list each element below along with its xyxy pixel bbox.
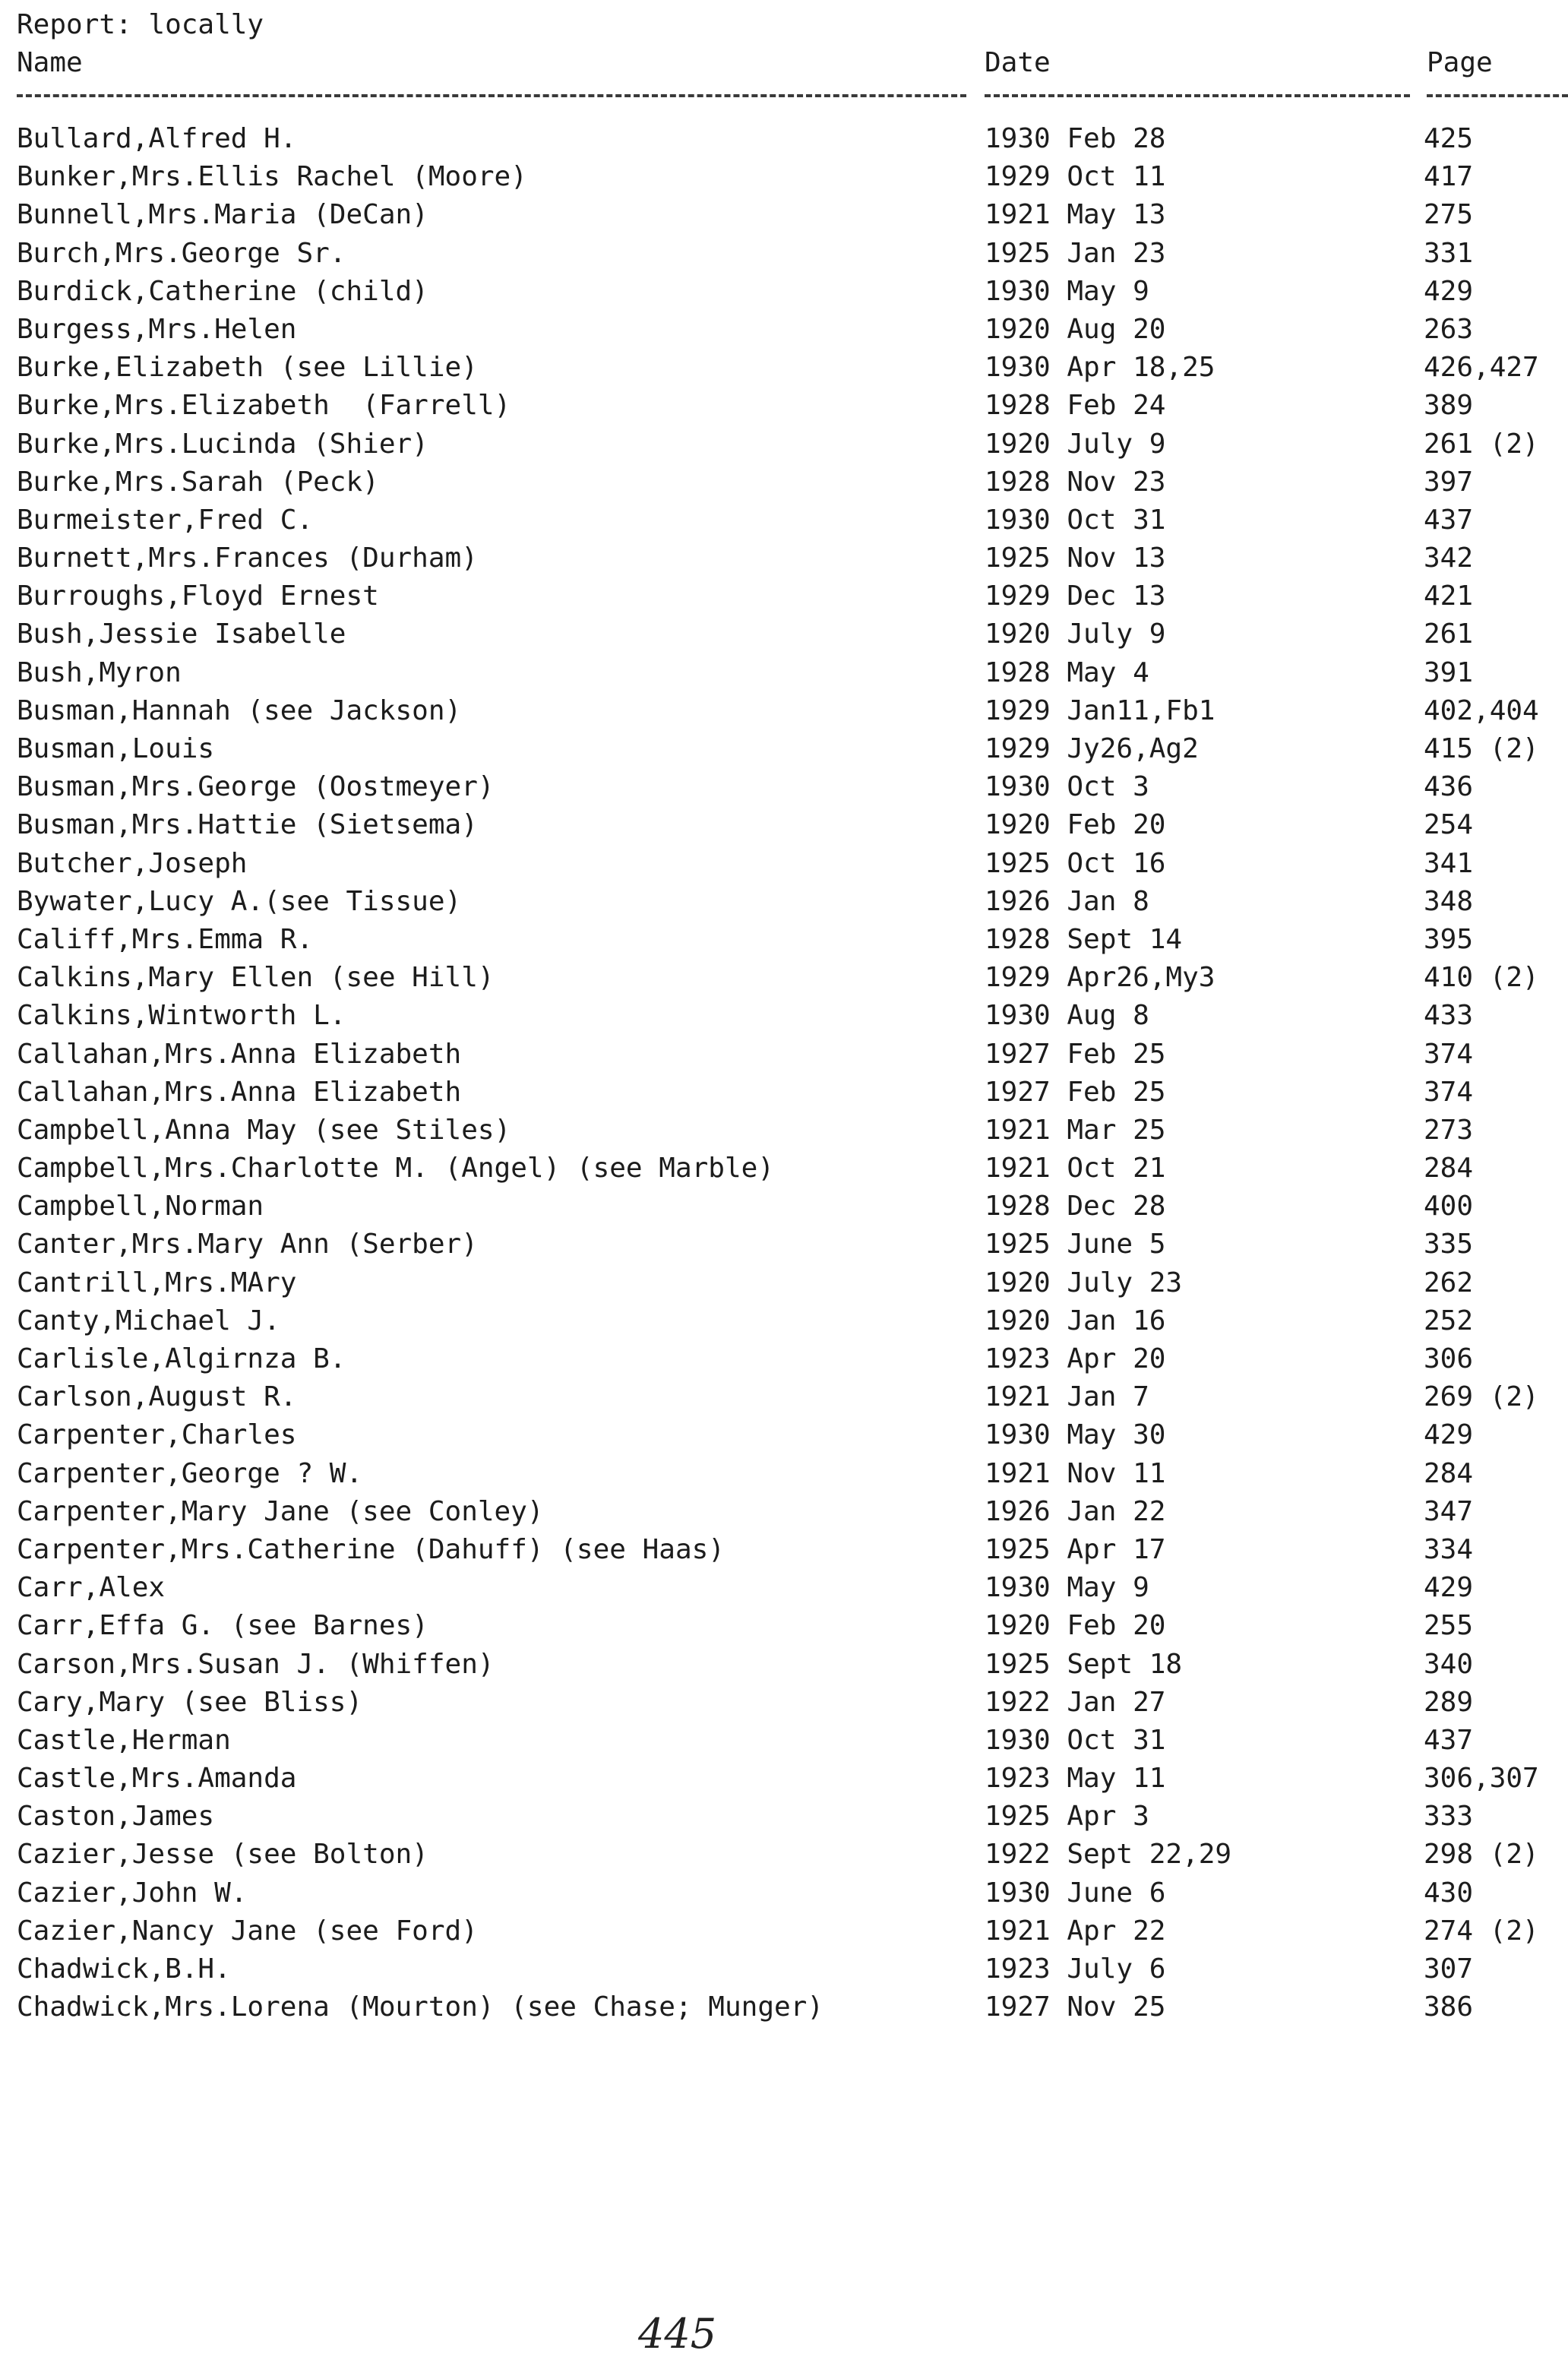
list-item	[0, 997, 1568, 1035]
column-header-page: Page	[1427, 47, 1493, 78]
entry-name: Campbell,Norman	[17, 1191, 264, 1223]
list-item	[0, 1378, 1568, 1416]
entry-date: 1920 Jan 16	[985, 1305, 1166, 1336]
entry-page: 341	[1424, 847, 1474, 879]
list-item	[0, 1912, 1568, 1950]
entry-date: 1923 May 11	[985, 1763, 1166, 1795]
list-item	[0, 883, 1568, 921]
list-item	[0, 539, 1568, 577]
list-item	[0, 196, 1568, 234]
entry-date: 1930 Apr 18,25	[985, 352, 1216, 384]
entry-name: Carr,Alex	[17, 1572, 166, 1604]
entry-name: Carlson,August R.	[17, 1381, 297, 1413]
list-item	[0, 1264, 1568, 1302]
entry-name: Butcher,Joseph	[17, 847, 248, 879]
list-item	[0, 1416, 1568, 1454]
entry-name: Busman,Mrs.George (Oostmeyer)	[17, 771, 495, 803]
entry-date: 1927 Nov 25	[985, 1991, 1166, 2023]
entry-name: Bush,Jessie Isabelle	[17, 618, 346, 650]
entry-date: 1923 Apr 20	[985, 1343, 1166, 1374]
entry-name: Canter,Mrs.Mary Ann (Serber)	[17, 1229, 478, 1260]
entry-page: 415 (2)	[1424, 733, 1539, 764]
entry-page: 340	[1424, 1648, 1474, 1680]
entry-date: 1922 Jan 27	[985, 1686, 1166, 1718]
entry-page: 426,427	[1424, 352, 1539, 384]
entry-date: 1920 July 23	[985, 1267, 1183, 1298]
entry-page: 331	[1424, 237, 1474, 269]
entry-date: 1930 Oct 31	[985, 504, 1166, 536]
entry-date: 1921 Nov 11	[985, 1457, 1166, 1489]
entry-page: 306	[1424, 1343, 1474, 1374]
report-title: Report: locally	[17, 9, 264, 40]
entry-page: 436	[1424, 771, 1474, 803]
entry-date: 1921 Mar 25	[985, 1114, 1166, 1146]
entry-date: 1930 May 30	[985, 1419, 1166, 1451]
entry-name: Calkins,Wintworth L.	[17, 1000, 346, 1032]
entry-name: Califf,Mrs.Emma R.	[17, 923, 314, 955]
entry-name: Carpenter,Mary Jane (see Conley)	[17, 1495, 544, 1527]
list-item	[0, 654, 1568, 692]
entry-page: 429	[1424, 1419, 1474, 1451]
entry-date: 1930 May 9	[985, 275, 1149, 307]
entry-name: Busman,Louis	[17, 733, 215, 764]
list-item	[0, 1302, 1568, 1340]
list-item	[0, 1340, 1568, 1378]
entry-name: Burke,Elizabeth (see Lillie)	[17, 352, 478, 384]
entry-date: 1920 Feb 20	[985, 1610, 1166, 1642]
entry-page: 284	[1424, 1457, 1474, 1489]
entry-name: Carr,Effa G. (see Barnes)	[17, 1610, 428, 1642]
list-item	[0, 501, 1568, 539]
entry-date: 1927 Feb 25	[985, 1038, 1166, 1070]
entry-name: Burroughs,Floyd Ernest	[17, 580, 379, 612]
entry-page: 348	[1424, 885, 1474, 917]
entry-date: 1925 Apr 17	[985, 1533, 1166, 1565]
column-header-name: Name	[17, 47, 83, 78]
entry-name: Calkins,Mary Ellen (see Hill)	[17, 962, 495, 994]
list-item	[0, 120, 1568, 158]
entry-date: 1930 Oct 3	[985, 771, 1149, 803]
entry-name: Castle,Herman	[17, 1724, 231, 1756]
entry-date: 1923 July 6	[985, 1953, 1166, 1985]
entry-page: 261	[1424, 618, 1474, 650]
entry-date: 1921 Jan 7	[985, 1381, 1149, 1413]
list-item	[0, 1950, 1568, 1988]
list-item	[0, 387, 1568, 425]
list-item	[0, 1569, 1568, 1607]
entry-date: 1925 Sept 18	[985, 1648, 1183, 1680]
entry-date: 1930 June 6	[985, 1877, 1166, 1909]
entry-name: Carlisle,Algirnza B.	[17, 1343, 346, 1374]
entry-page: 402,404	[1424, 694, 1539, 726]
entry-name: Cazier,Nancy Jane (see Ford)	[17, 1915, 478, 1947]
entry-page: 421	[1424, 580, 1474, 612]
entry-name: Busman,Mrs.Hattie (Sietsema)	[17, 809, 478, 841]
entry-page: 433	[1424, 1000, 1474, 1032]
entry-name: Chadwick,Mrs.Lorena (Mourton) (see Chase; Munger)	[17, 1991, 824, 2023]
entry-name: Canty,Michael J.	[17, 1305, 280, 1336]
entry-name: Carpenter,George ? W.	[17, 1457, 363, 1489]
entry-page: 269 (2)	[1424, 1381, 1539, 1413]
entry-name: Cazier,Jesse (see Bolton)	[17, 1839, 428, 1871]
entry-date: 1925 Nov 13	[985, 542, 1166, 574]
entry-name: Cantrill,Mrs.MAry	[17, 1267, 297, 1298]
entry-list	[0, 120, 1568, 2026]
entry-date: 1929 Jy26,Ag2	[985, 733, 1199, 764]
list-item	[0, 806, 1568, 844]
entry-page: 374	[1424, 1038, 1474, 1070]
entry-name: Carpenter,Mrs.Catherine (Dahuff) (see Haas)	[17, 1533, 725, 1565]
entry-page: 261 (2)	[1424, 428, 1539, 460]
entry-page: 334	[1424, 1533, 1474, 1565]
entry-page: 254	[1424, 809, 1474, 841]
list-item	[0, 1112, 1568, 1150]
entry-name: Campbell,Mrs.Charlotte M. (Angel) (see Marble)	[17, 1153, 774, 1185]
entry-name: Callahan,Mrs.Anna Elizabeth	[17, 1076, 462, 1108]
list-item	[0, 1455, 1568, 1493]
entry-page: 262	[1424, 1267, 1474, 1298]
entry-date: 1925 Oct 16	[985, 847, 1166, 879]
entry-page: 437	[1424, 504, 1474, 536]
entry-date: 1920 Aug 20	[985, 313, 1166, 345]
list-item	[0, 615, 1568, 653]
entry-date: 1920 July 9	[985, 428, 1166, 460]
entry-date: 1930 Feb 28	[985, 123, 1166, 154]
entry-page: 255	[1424, 1610, 1474, 1642]
entry-name: Busman,Hannah (see Jackson)	[17, 694, 462, 726]
entry-name: Burke,Mrs.Sarah (Peck)	[17, 466, 379, 498]
list-item	[0, 1760, 1568, 1798]
entry-name: Bush,Myron	[17, 656, 182, 688]
entry-page: 275	[1424, 199, 1474, 231]
entry-page: 400	[1424, 1191, 1474, 1223]
list-item	[0, 1874, 1568, 1912]
entry-page: 437	[1424, 1724, 1474, 1756]
list-item	[0, 158, 1568, 196]
entry-page: 263	[1424, 313, 1474, 345]
list-item	[0, 1531, 1568, 1569]
list-item	[0, 692, 1568, 730]
entry-name: Callahan,Mrs.Anna Elizabeth	[17, 1038, 462, 1070]
entry-page: 347	[1424, 1495, 1474, 1527]
list-item	[0, 425, 1568, 463]
entry-page: 342	[1424, 542, 1474, 574]
entry-page: 374	[1424, 1076, 1474, 1108]
list-item	[0, 1722, 1568, 1760]
entry-page: 430	[1424, 1877, 1474, 1909]
header-divider-date	[985, 94, 1410, 97]
entry-page: 417	[1424, 161, 1474, 193]
list-item	[0, 1226, 1568, 1264]
list-item	[0, 273, 1568, 311]
list-item	[0, 1036, 1568, 1074]
list-item	[0, 1798, 1568, 1836]
entry-name: Bunnell,Mrs.Maria (DeCan)	[17, 199, 428, 231]
entry-date: 1928 Dec 28	[985, 1191, 1166, 1223]
list-item	[0, 1684, 1568, 1722]
entry-date: 1921 Apr 22	[985, 1915, 1166, 1947]
list-item	[0, 768, 1568, 806]
list-item	[0, 959, 1568, 997]
list-item	[0, 1988, 1568, 2026]
entry-date: 1929 Jan11,Fb1	[985, 694, 1216, 726]
entry-name: Burgess,Mrs.Helen	[17, 313, 297, 345]
list-item	[0, 1493, 1568, 1531]
entry-name: Burke,Mrs.Lucinda (Shier)	[17, 428, 428, 460]
entry-date: 1921 May 13	[985, 199, 1166, 231]
entry-name: Caston,James	[17, 1801, 215, 1833]
list-item	[0, 845, 1568, 883]
header-divider-page	[1427, 94, 1568, 97]
entry-name: Castle,Mrs.Amanda	[17, 1763, 297, 1795]
entry-date: 1925 Apr 3	[985, 1801, 1149, 1833]
entry-name: Campbell,Anna May (see Stiles)	[17, 1114, 511, 1146]
entry-name: Burch,Mrs.George Sr.	[17, 237, 346, 269]
entry-page: 306,307	[1424, 1763, 1539, 1795]
entry-page: 386	[1424, 1991, 1474, 2023]
entry-date: 1920 Feb 20	[985, 809, 1166, 841]
entry-page: 395	[1424, 923, 1474, 955]
entry-date: 1922 Sept 22,29	[985, 1839, 1232, 1871]
entry-name: Carpenter,Charles	[17, 1419, 297, 1451]
entry-page: 284	[1424, 1153, 1474, 1185]
entry-page: 425	[1424, 123, 1474, 154]
entry-page: 335	[1424, 1229, 1474, 1260]
list-item	[0, 730, 1568, 768]
entry-page: 391	[1424, 656, 1474, 688]
entry-name: Bunker,Mrs.Ellis Rachel (Moore)	[17, 161, 527, 193]
entry-page: 289	[1424, 1686, 1474, 1718]
header-divider-name	[17, 94, 966, 97]
entry-name: Bywater,Lucy A.(see Tissue)	[17, 885, 462, 917]
entry-date: 1930 May 9	[985, 1572, 1149, 1604]
entry-date: 1930 Oct 31	[985, 1724, 1166, 1756]
entry-name: Burke,Mrs.Elizabeth (Farrell)	[17, 390, 511, 422]
entry-page: 429	[1424, 1572, 1474, 1604]
list-item	[0, 1074, 1568, 1112]
list-item	[0, 235, 1568, 273]
entry-date: 1926 Jan 8	[985, 885, 1149, 917]
entry-date: 1928 Feb 24	[985, 390, 1166, 422]
entry-name: Chadwick,B.H.	[17, 1953, 231, 1985]
entry-page: 397	[1424, 466, 1474, 498]
entry-name: Carson,Mrs.Susan J. (Whiffen)	[17, 1648, 495, 1680]
entry-name: Bullard,Alfred H.	[17, 123, 297, 154]
entry-name: Cary,Mary (see Bliss)	[17, 1686, 363, 1718]
list-item	[0, 1607, 1568, 1645]
list-item	[0, 1150, 1568, 1188]
entry-page: 429	[1424, 275, 1474, 307]
entry-date: 1928 May 4	[985, 656, 1149, 688]
list-item	[0, 577, 1568, 615]
entry-date: 1920 July 9	[985, 618, 1166, 650]
list-item	[0, 921, 1568, 959]
entry-date: 1929 Apr26,My3	[985, 962, 1216, 994]
entry-date: 1921 Oct 21	[985, 1153, 1166, 1185]
entry-page: 274 (2)	[1424, 1915, 1539, 1947]
entry-name: Cazier,John W.	[17, 1877, 248, 1909]
list-item	[0, 311, 1568, 349]
entry-page: 273	[1424, 1114, 1474, 1146]
entry-page: 333	[1424, 1801, 1474, 1833]
entry-date: 1925 Jan 23	[985, 237, 1166, 269]
list-item	[0, 463, 1568, 501]
list-item	[0, 1646, 1568, 1684]
entry-page: 252	[1424, 1305, 1474, 1336]
list-item	[0, 349, 1568, 387]
entry-date: 1928 Nov 23	[985, 466, 1166, 498]
entry-name: Burdick,Catherine (child)	[17, 275, 428, 307]
handwritten-page-number: 445	[638, 2310, 717, 2358]
entry-date: 1929 Dec 13	[985, 580, 1166, 612]
entry-date: 1927 Feb 25	[985, 1076, 1166, 1108]
column-header-date: Date	[985, 47, 1051, 78]
entry-date: 1930 Aug 8	[985, 1000, 1149, 1032]
entry-date: 1929 Oct 11	[985, 161, 1166, 193]
entry-page: 298 (2)	[1424, 1839, 1539, 1871]
entry-page: 307	[1424, 1953, 1474, 1985]
list-item	[0, 1188, 1568, 1226]
entry-name: Burnett,Mrs.Frances (Durham)	[17, 542, 478, 574]
entry-date: 1926 Jan 22	[985, 1495, 1166, 1527]
entry-date: 1928 Sept 14	[985, 923, 1183, 955]
entry-page: 389	[1424, 390, 1474, 422]
entry-date: 1925 June 5	[985, 1229, 1166, 1260]
entry-name: Burmeister,Fred C.	[17, 504, 314, 536]
entry-page: 410 (2)	[1424, 962, 1539, 994]
list-item	[0, 1836, 1568, 1874]
